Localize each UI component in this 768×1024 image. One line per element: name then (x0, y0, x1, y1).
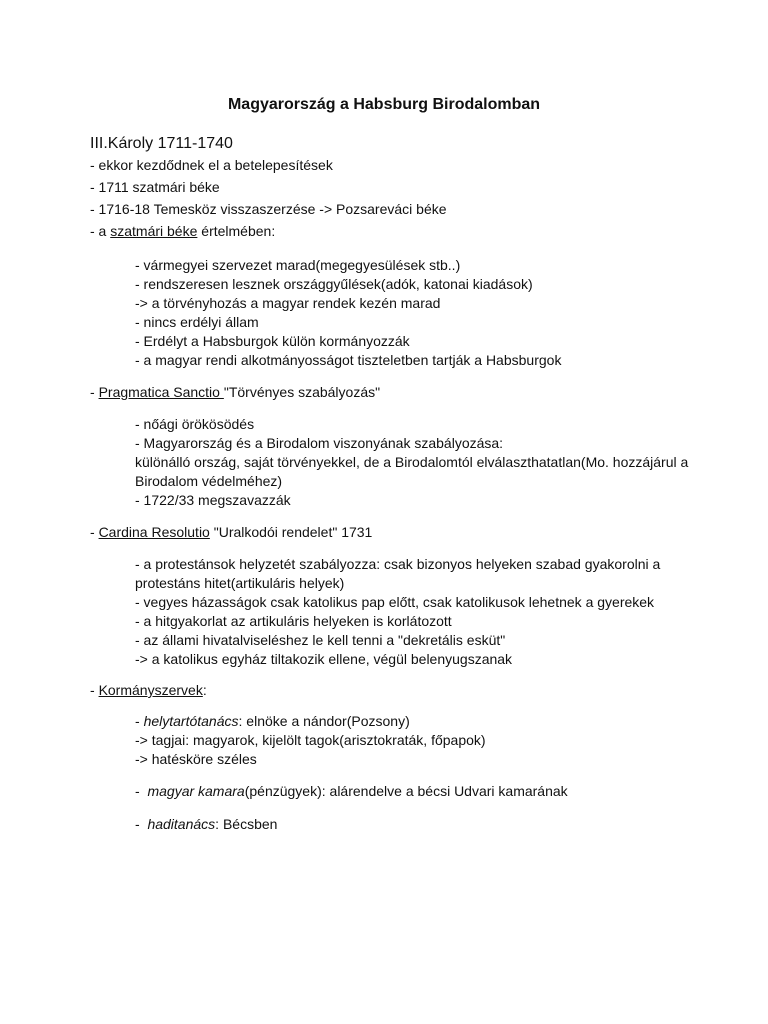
helytarto-prefix: - (135, 713, 144, 729)
korm-prefix: - (90, 682, 99, 698)
korm-suffix: : (202, 682, 207, 698)
intro-line-4-suffix: értelmében: (197, 223, 276, 239)
kormanyszervek-link: Kormányszervek (98, 682, 203, 698)
magyar-kamara-term: magyar kamara (147, 783, 245, 799)
pragmatica-item: különálló ország, saját törvényekkel, de a Birodalomtól elválaszthatatlan(Mo. hozzájárul a Birodalom védelméhez) (135, 454, 689, 489)
carolina-heading (90, 523, 710, 542)
kormanyszervek-heading (90, 681, 710, 700)
pragmatica-item: - 1722/33 megszavazzák (135, 492, 291, 508)
pragmatica-item: - nőági örökösödés (135, 416, 255, 432)
szatmar-list (135, 256, 695, 370)
szatmar-item: -> a törvényhozás a magyar rendek kezén marad (135, 295, 441, 311)
pragmatica-suffix: "Törvényes szabályozás" (223, 384, 381, 400)
helytarto-scope: -> hatésköre széles (135, 751, 257, 767)
pragmatica-sanctio-link: Pragmatica Sanctio (98, 384, 224, 400)
haditanacs-term: haditanács (147, 816, 216, 832)
carolina-resolutio-link: Cardina Resolutio (98, 524, 210, 540)
document-title: Magyarország a Habsburg Birodalomban (227, 96, 541, 113)
szatmar-item: - nincs erdélyi állam (135, 314, 259, 330)
intro-line-4-prefix: - a (90, 223, 111, 239)
helytarto-list (135, 712, 695, 769)
szatmar-item: - Erdélyt a Habsburgok külön kormányozzák (135, 333, 410, 349)
carolina-item: - a hitgyakorlat az artikuláris helyeken is korlátozott (135, 613, 452, 629)
pragmatica-heading (90, 383, 710, 402)
helytartotanacs-term: helytartótanács (143, 713, 239, 729)
szatmar-item: - vármegyei szervezet marad(megegyesülések stb..) (135, 257, 461, 273)
helytarto-members: -> tagjai: magyarok, kijelölt tagok(arisztokraták, főpapok) (135, 732, 486, 748)
haditanacs-prefix: - (135, 816, 148, 832)
szatmari-beke-link: szatmári béke (110, 223, 198, 239)
pragmatica-prefix: - (90, 384, 99, 400)
kamara-desc: (pénzügyek): alárendelve a bécsi Udvari kamarának (244, 783, 568, 799)
kamara-line (135, 782, 695, 801)
carolina-suffix: "Uralkodói rendelet" 1731 (209, 524, 373, 540)
carolina-item: - vegyes házasságok csak katolikus pap előtt, csak katolikusok lehetnek a gyerekek (135, 594, 655, 610)
szatmar-item: - a magyar rendi alkotmányosságot tiszteletben tartják a Habsburgok (135, 352, 562, 368)
pragmatica-list (135, 415, 695, 510)
intro-line-3: - 1716-18 Temesköz visszaszerzése -> Pozsareváci béke (90, 201, 447, 217)
intro-line-1: - ekkor kezdődnek el a betelepesítések (90, 157, 333, 173)
carolina-item: - a protestánsok helyzetét szabályozza: csak bizonyos helyeken szabad gyakorolni a protestáns hitet(artikuláris helyek) (135, 556, 661, 591)
haditanacs-desc: : Bécsben (215, 816, 278, 832)
haditanacs-line (135, 815, 695, 834)
helytarto-desc: : elnöke a nándor(Pozsony) (238, 713, 410, 729)
carolina-prefix: - (90, 524, 99, 540)
pragmatica-item: - Magyarország és a Birodalom viszonyának szabályozása: (135, 435, 504, 451)
kamara-prefix: - (135, 783, 148, 799)
section-heading: III.Károly 1711-1740 (90, 135, 233, 152)
carolina-list (135, 555, 695, 669)
intro-line-4 (90, 222, 710, 244)
szatmar-item: - rendszeresen lesznek országgyűlések(adók, katonai kiadások) (135, 276, 533, 292)
intro-line-2: - 1711 szatmári béke (90, 179, 220, 195)
carolina-item: -> a katolikus egyház tiltakozik ellene, végül belenyugszanak (135, 651, 513, 667)
intro-list (90, 156, 710, 244)
carolina-item: - az állami hivatalviseléshez le kell tenni a "dekretális esküt" (135, 632, 506, 648)
